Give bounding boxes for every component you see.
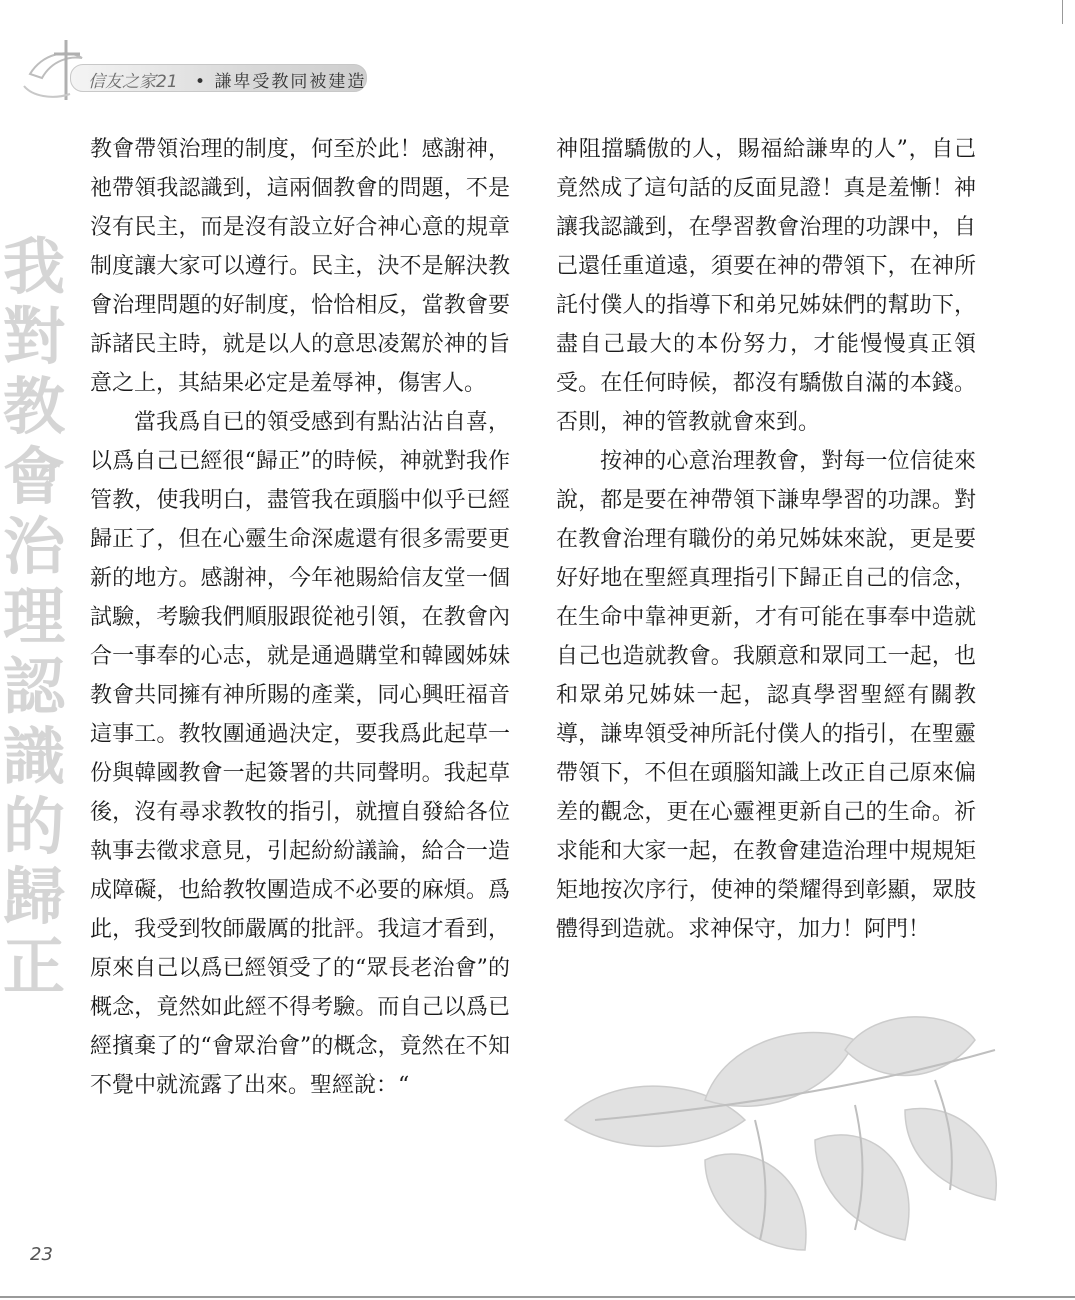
bottom-rule	[0, 1296, 1075, 1298]
magazine-name: 信友之家21	[88, 72, 178, 92]
paragraph: 神阻擋驕傲的人，賜福給謙卑的人”，自己竟然成了這句話的反面見證！真是羞慚！神讓我認識到，在學習教會治理的功課中，自己還任重道遠，須要在神的帶領下，在神所託付僕人的指導下和弟兄姊妹們的幫助下，盡自己最大的本份努力，才能慢慢真正領受。在任何時候，都沒有驕傲自滿的本錢。否則，神的管教就會來到。	[556, 137, 976, 435]
left-column	[90, 130, 510, 1105]
paragraph: 按神的心意治理教會，對每一位信徒來說，都是要在神帶領下謙卑學習的功課。對在教會治理有職份的弟兄姊妹來說，更是要好好地在聖經真理指引下歸正自己的信念，在生命中靠神更新，才有可能在事奉中造就自己也造就教會。我願意和眾同工一起，也和眾弟兄姊妹一起，認真學習聖經有關教導，謙卑領受神所託付僕人的指引，在聖靈帶領下，不但在頭腦知識上改正自己原來偏差的觀念，更在心靈裡更新自己的生命。祈求能和大家一起，在教會建造治理中規規矩矩地按次序行，使神的榮耀得到彰顯，眾肢體得到造就。求神保守，加力！阿門！	[556, 449, 976, 942]
paragraph: 教會帶領治理的制度，何至於此！感謝神，祂帶領我認識到，這兩個教會的問題，不是沒有民主，而是沒有設立好合神心意的規章制度讓大家可以遵行。民主，決不是解決教會治理問題的好制度，恰恰相反，當教會要訴諸民主時，就是以人的意思凌駕於神的旨意之上，其結果必定是羞辱神，傷害人。	[90, 137, 510, 396]
article-title-vertical: 我對教會治理認識的歸正	[2, 230, 65, 1003]
leaf-illustration-icon	[555, 1010, 1005, 1270]
crop-mark	[1062, 0, 1063, 24]
right-column	[556, 130, 976, 949]
page-number: 23	[30, 1244, 53, 1265]
page-header	[0, 0, 1075, 110]
paragraph: 當我爲自已的領受感到有點沾沾自喜，以爲自己已經很“歸正”的時候，神就對我作管教，使我明白，盡管我在頭腦中似乎已經歸正了，但在心靈生命深處還有很多需要更新的地方。感謝神，今年祂賜給信友堂一個試驗，考驗我們順服跟從祂引領，在教會內合一事奉的心志，就是通過購堂和韓國姊妹教會共同擁有神所賜的產業，同心興旺福音這事工。教牧團通過決定，要我爲此起草一份與韓國教會一起簽署的共同聲明。我起草後，沒有尋求教牧的指引，就擅自發給各位執事去徵求意見，引起紛紛議論，給合一造成障礙，也給教牧團造成不必要的麻煩。爲此，我受到牧師嚴厲的批評。我這才看到，原來自己以爲已經領受了的“眾長老治會”的概念，竟然如此經不得考驗。而自己以爲已經擯棄了的“會眾治會”的概念，竟然在不知不覺中就流露了出來。聖經說：“	[90, 410, 510, 1098]
article-series-title: • 謙卑受教同被建造	[195, 72, 367, 92]
